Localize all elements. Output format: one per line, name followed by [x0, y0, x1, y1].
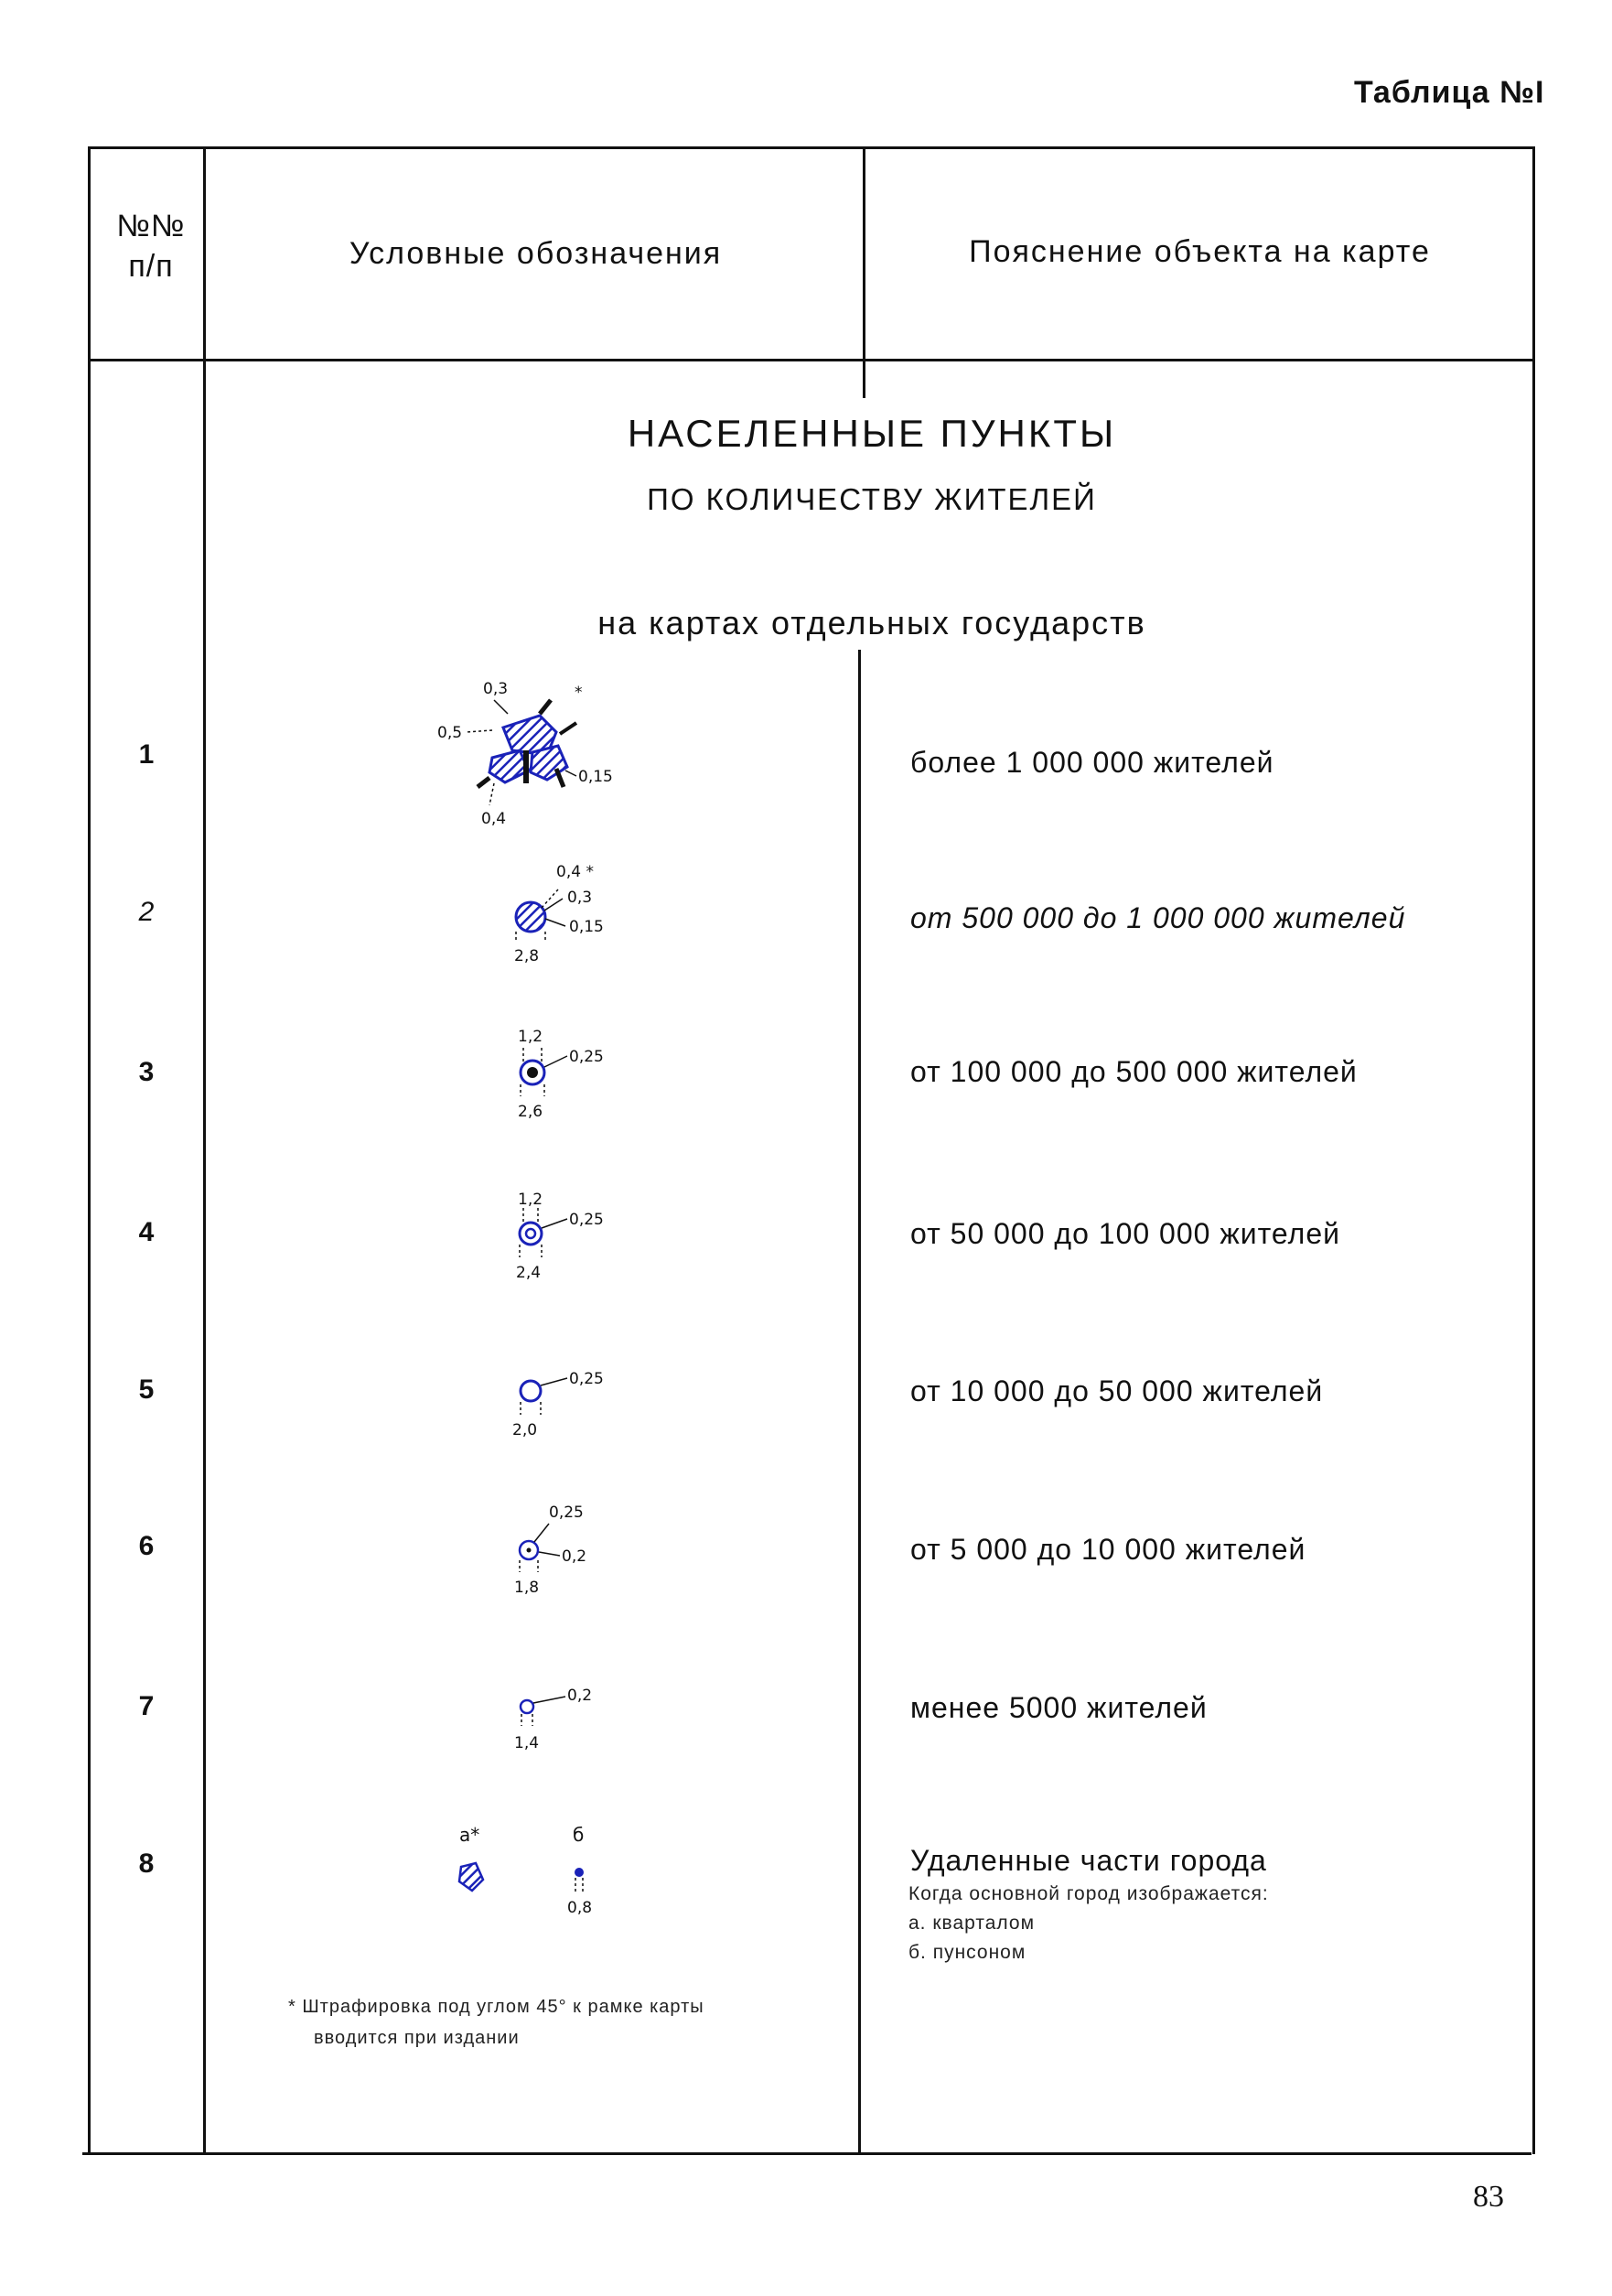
dim-r1-b: 0,5 [437, 724, 463, 742]
symbol-row-1-city-blocks [437, 680, 613, 828]
row-8-note-1: Когда основной город изображается: [908, 1883, 1269, 1904]
symbol-row-6-dotted-circle [514, 1504, 586, 1597]
dim-r3-c: 2,6 [518, 1103, 543, 1121]
header-number-line2: п/п [128, 249, 174, 284]
dim-r6-c: 1,8 [514, 1579, 540, 1597]
section-title: НАСЕЛЕННЫЕ ПУНКТЫ [627, 412, 1117, 455]
row-description-5: от 10 000 до 50 000 жителей [910, 1374, 1324, 1407]
symbol-row-4-concentric-circle [516, 1191, 604, 1282]
row-number-7: 7 [138, 1691, 155, 1721]
dim-r8-a: а* [459, 1824, 480, 1846]
row-description-1: более 1 000 000 жителей [910, 746, 1274, 779]
row-number-5: 5 [138, 1374, 155, 1405]
dim-r3-b: 0,25 [569, 1048, 604, 1066]
dim-r1-c: 0,15 [578, 768, 613, 786]
dim-r3-a: 1,2 [518, 1028, 543, 1046]
dim-r7-a: 0,2 [567, 1687, 593, 1705]
header-number-line1: №№ [116, 209, 186, 243]
header-symbols-column: Условные обозначения [349, 236, 723, 271]
header-bottom-border [90, 359, 1535, 361]
row-description-6: от 5 000 до 10 000 жителей [910, 1533, 1306, 1566]
dim-r1-d: 0,4 [481, 810, 507, 828]
table-label: Таблица №I [1354, 75, 1545, 110]
section-subsection: на картах отдельных государств [597, 604, 1146, 641]
symbol-row-3-double-circle [518, 1028, 604, 1121]
dim-r4-a: 1,2 [518, 1191, 543, 1209]
dim-r6-b: 0,2 [562, 1547, 587, 1566]
row-description-8: Удаленные части города [910, 1844, 1267, 1877]
section-subtitle: ПО КОЛИЧЕСТВУ ЖИТЕЛЕЙ [647, 482, 1097, 516]
dim-r7-b: 1,4 [514, 1734, 540, 1752]
row-number-3: 3 [138, 1057, 155, 1087]
page-number: 83 [1473, 2180, 1504, 2214]
column-divider-2-header [863, 146, 865, 398]
column-divider-1 [203, 146, 206, 2154]
dim-r8-c: 0,8 [567, 1899, 593, 1917]
symbols-canvas [403, 659, 640, 1940]
header-number-column [91, 206, 210, 286]
dim-r2-c: 0,15 [569, 918, 604, 936]
row-number-1: 1 [138, 739, 155, 770]
symbol-row-5-open-circle [512, 1370, 604, 1439]
dim-r8-b: б [573, 1824, 585, 1846]
table-bottom-border [82, 2152, 1531, 2155]
symbol-row-8-remote-parts [459, 1824, 592, 1917]
row-number-6: 6 [138, 1531, 155, 1561]
symbol-row-7-small-circle [514, 1687, 592, 1752]
row-number-2: 2 [138, 897, 155, 927]
row-description-7: менее 5000 жителей [910, 1691, 1208, 1724]
dim-r1-a: 0,3 [483, 680, 509, 698]
dim-r4-b: 0,25 [569, 1211, 604, 1229]
symbol-row-2-hatched-circle [514, 863, 604, 965]
footnote-line-1: * Штрафировка под углом 45° к рамке карты [288, 1997, 704, 2017]
dim-r2-b: 0,3 [567, 889, 593, 907]
dim-r1-star: * [575, 684, 583, 702]
table-top-border [90, 146, 1535, 149]
dim-r2-a: 0,4 * [556, 863, 594, 881]
dim-r5-a: 0,25 [569, 1370, 604, 1388]
dim-r5-b: 2,0 [512, 1421, 538, 1439]
row-8-note-2: а. кварталом [908, 1913, 1036, 1934]
row-8-note-3: б. пунсоном [908, 1942, 1026, 1963]
row-number-8: 8 [138, 1849, 155, 1879]
row-description-3: от 100 000 до 500 000 жителей [910, 1055, 1358, 1088]
dim-r4-c: 2,4 [516, 1264, 542, 1282]
column-divider-2-body [858, 650, 861, 2154]
footnote-line-2: вводится при издании [314, 2028, 520, 2048]
table-left-border [88, 146, 91, 2154]
header-explanation-column: Пояснение объекта на карте [969, 234, 1431, 269]
dim-r6-a: 0,25 [549, 1504, 584, 1522]
row-number-4: 4 [138, 1217, 155, 1247]
row-description-4: от 50 000 до 100 000 жителей [910, 1217, 1340, 1250]
dim-r2-d: 2,8 [514, 947, 540, 965]
row-description-2: от 500 000 до 1 000 000 жителей [910, 901, 1406, 934]
